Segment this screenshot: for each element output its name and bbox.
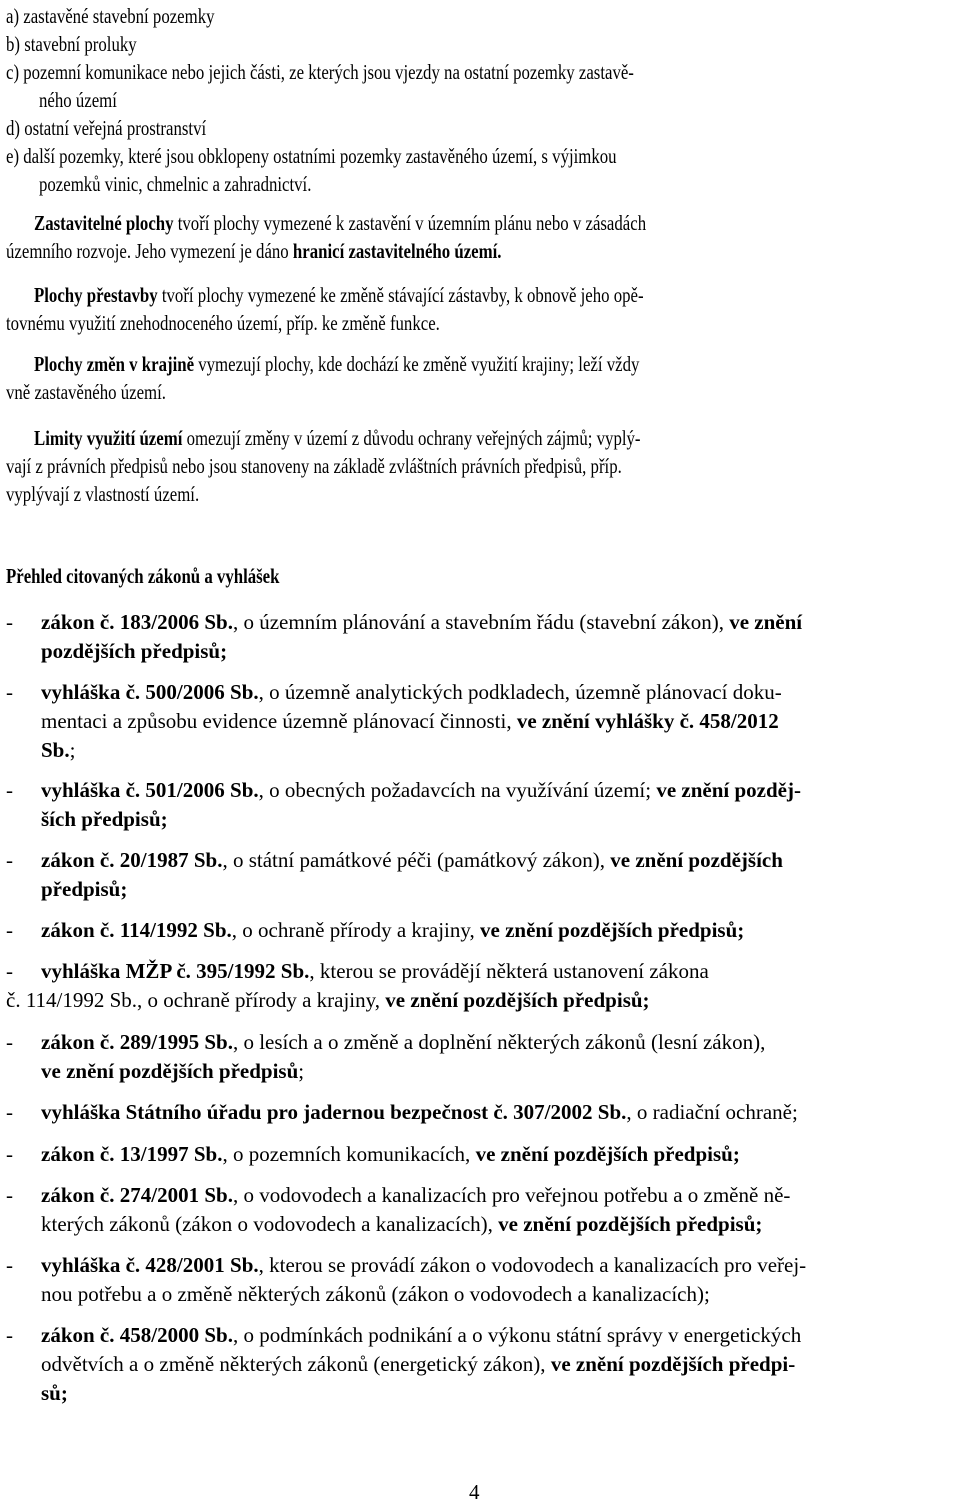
defined-term: Zastavitelné plochy xyxy=(34,211,174,235)
list-dash: - xyxy=(6,1183,13,1207)
list-item: c) pozemní komunikace nebo jejich části, ze kterých jsou vjezdy na ostatní pozemky zastavě- xyxy=(6,60,634,84)
law-item: - vyhláška č. 500/2006 Sb., o územně analytických podkladech, územně plánovací doku- mentaci a způsobu evidence územně plánovací činnosti, ve znění vyhlášky č. 458/2012 Sb.; xyxy=(6,680,782,762)
territory-list xyxy=(6,2,960,198)
law-item: - vyhláška Státního úřadu pro jadernou bezpečnost č. 307/2002 Sb., o radiační ochraně; xyxy=(0,1098,960,1127)
list-item: b) stavební proluky xyxy=(6,32,137,56)
law-item: - vyhláška MŽP č. 395/1992 Sb., kterou se provádějí některá ustanovení zákona č. 114/1992 Sb., o ochraně přírody a krajiny, ve znění pozdějších předpisů; xyxy=(6,959,709,1012)
list-dash: - xyxy=(6,1100,13,1124)
law-item: - zákon č. 274/2001 Sb., o vodovodech a kanalizacích pro veřejnou potřebu a o změně ně- kterých zákonů (zákon o vodovodech a kanalizacích), ve znění pozdějších předpisů; xyxy=(6,1183,791,1236)
law-item: - zákon č. 183/2006 Sb., o územním plánování a stavebním řádu (stavební zákon), ve znění pozdějších předpisů; xyxy=(6,610,803,663)
list-dash: - xyxy=(6,1253,13,1277)
law-item: - zákon č. 114/1992 Sb., o ochraně přírody a krajiny, ve znění pozdějších předpisů; xyxy=(0,916,960,945)
law-item: - zákon č. 20/1987 Sb., o státní památkové péči (památkový zákon), ve znění pozdějších předpisů; xyxy=(6,848,783,901)
defined-term: Plochy přestavby xyxy=(34,283,158,307)
list-item: e) další pozemky, které jsou obklopeny ostatními pozemky zastavěného území, s výjimkou xyxy=(6,144,617,168)
definition-plochy-prestavby: Plochy přestavby tvoří plochy vymezené ke změně stávající zástavby, k obnově jeho opě- tovnému využití znehodnoceného území, příp. ke změně funkce. xyxy=(6,283,644,335)
defined-term: Limity využití území xyxy=(34,426,183,450)
definition-limity: Limity využití území omezují změny v území z důvodu ochrany veřejných zájmů; vyplý- vají z právních předpisů nebo jsou stanoveny na základě zvláštních právních předpisů, příp. vyplývají z vlastností území. xyxy=(6,426,641,506)
list-item: d) ostatní veřejná prostranství xyxy=(6,116,207,140)
list-dash: - xyxy=(6,610,13,634)
list-item-continuation: pozemků vinic, chmelnic a zahradnictví. xyxy=(39,172,312,196)
list-item-continuation: ného území xyxy=(39,88,117,112)
law-item: - vyhláška č. 428/2001 Sb., kterou se provádí zákon o vodovodech a kanalizacích pro veřej- nou potřebu a o změně některých zákonů (zákon o vodovodech a kanalizacích); xyxy=(6,1253,807,1306)
definition-zastavitelne-plochy: Zastavitelné plochy tvoří plochy vymezené k zastavění v územním plánu nebo v zásadách územního rozvoje. Jeho vymezení je dáno hranicí zastavitelného území. xyxy=(6,211,647,263)
list-dash: - xyxy=(6,848,13,872)
list-dash: - xyxy=(6,1030,13,1054)
page-number: 4 xyxy=(469,1480,480,1504)
list-dash: - xyxy=(6,918,13,942)
section-heading: Přehled citovaných zákonů a vyhlášek xyxy=(6,564,280,588)
list-dash: - xyxy=(6,1323,13,1347)
list-dash: - xyxy=(6,959,13,983)
defined-term: Plochy změn v krajině xyxy=(34,352,195,376)
law-item: - zákon č. 289/1995 Sb., o lesích a o změně a doplnění některých zákonů (lesní zákon), ve znění pozdějších předpisů; xyxy=(6,1030,766,1083)
list-dash: - xyxy=(6,778,13,802)
law-item: - zákon č. 458/2000 Sb., o podmínkách podnikání a o výkonu státní správy v energetických odvětvích a o změně některých zákonů (energetický zákon), ve znění pozdějších předpi- sů; xyxy=(6,1323,802,1405)
law-item: - zákon č. 13/1997 Sb., o pozemních komunikacích, ve znění pozdějších předpisů; xyxy=(0,1140,960,1169)
law-item: - vyhláška č. 501/2006 Sb., o obecných požadavcích na využívání území; ve znění pozděj- ších předpisů; xyxy=(6,778,801,831)
list-dash: - xyxy=(6,680,13,704)
definition-plochy-zmen: Plochy změn v krajině vymezují plochy, kde dochází ke změně využití krajiny; leží vždy vně zastavěného území. xyxy=(6,352,640,404)
list-dash: - xyxy=(6,1142,13,1166)
list-item: a) zastavěné stavební pozemky xyxy=(6,4,215,28)
